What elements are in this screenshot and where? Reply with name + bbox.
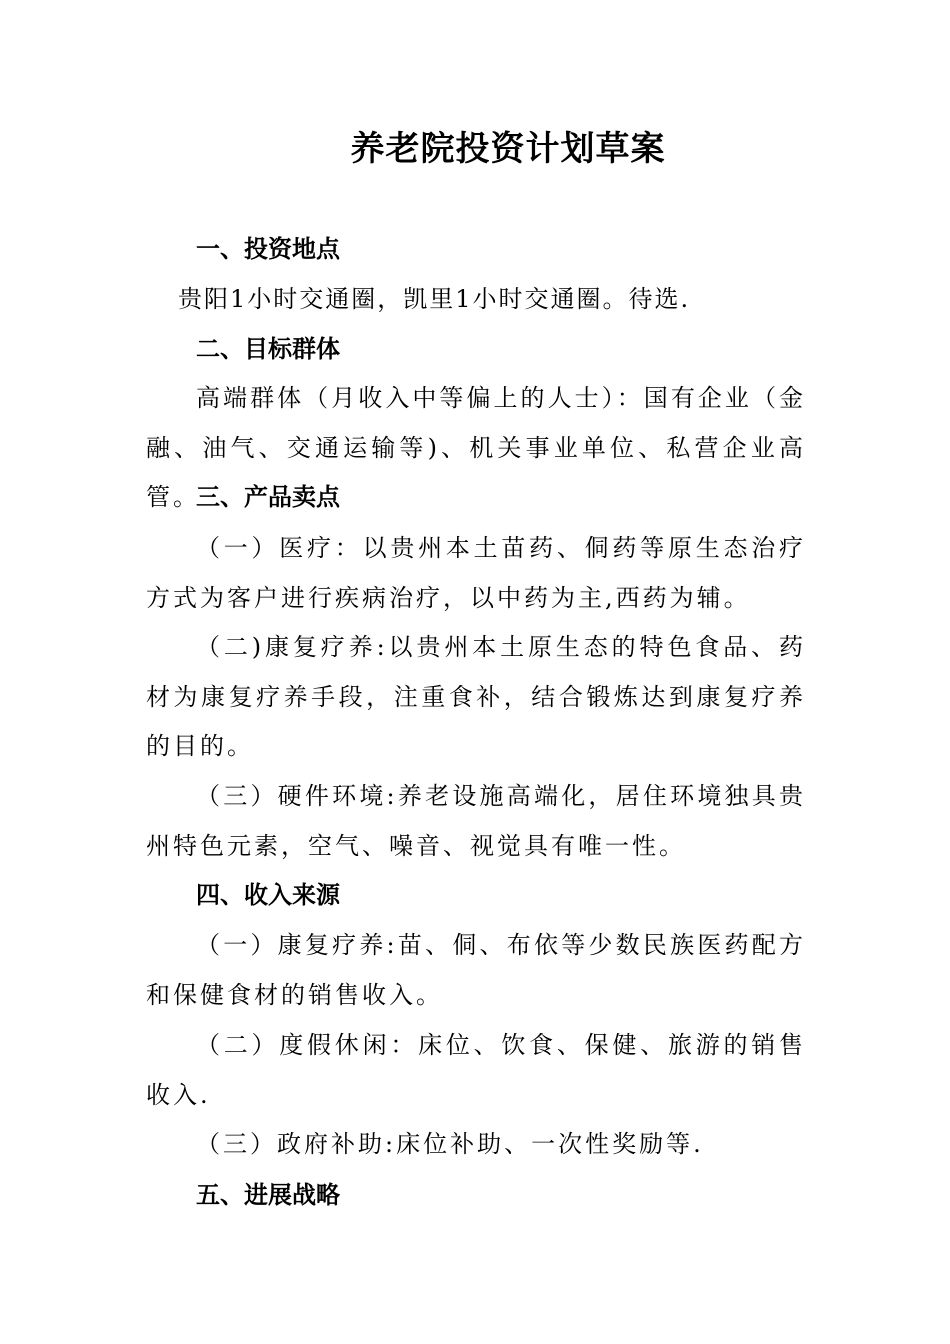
section-heading-strategy: 五、进展战略: [196, 1181, 340, 1209]
paragraph-hardware: （三）硬件环境:养老设施高端化，居住环境独具贵州特色元素，空气、噪音、视觉具有唯一性。: [146, 782, 806, 860]
paragraph-medical: （一）医疗：以贵州本土苗药、侗药等原生态治疗方式为客户进行疾病治疗，以中药为主,西药为辅。: [146, 534, 806, 612]
paragraph-revenue-leisure: （二）度假休闲：床位、饮食、保健、旅游的销售收入.: [146, 1031, 806, 1109]
section-heading-selling-points: 三、产品卖点: [196, 483, 340, 511]
paragraph-revenue-subsidy: （三）政府补助:床位补助、一次性奖励等.: [196, 1130, 704, 1158]
paragraph-rehab: （二)康复疗养:以贵州本土原生态的特色食品、药材为康复疗养手段，注重食补，结合锻炼达到康复疗养的目的。: [146, 633, 806, 761]
paragraph-revenue-rehab: （一）康复疗养:苗、侗、布依等少数民族医药配方和保健食材的销售收入。: [146, 931, 806, 1009]
section-heading-revenue: 四、收入来源: [196, 881, 340, 909]
section-heading-location: 一、投资地点: [196, 235, 340, 263]
paragraph-target-group: 高端群体（月收入中等偏上的人士）：国有企业（金融、油气、交通运输等)、机关事业单位、私营企业高管。: [146, 384, 806, 512]
section-heading-target-group: 二、目标群体: [196, 335, 340, 363]
paragraph-location: 贵阳1小时交通圈，凯里1小时交通圈。待选.: [178, 285, 691, 313]
document-title: 养老院投资计划草案: [350, 129, 666, 169]
